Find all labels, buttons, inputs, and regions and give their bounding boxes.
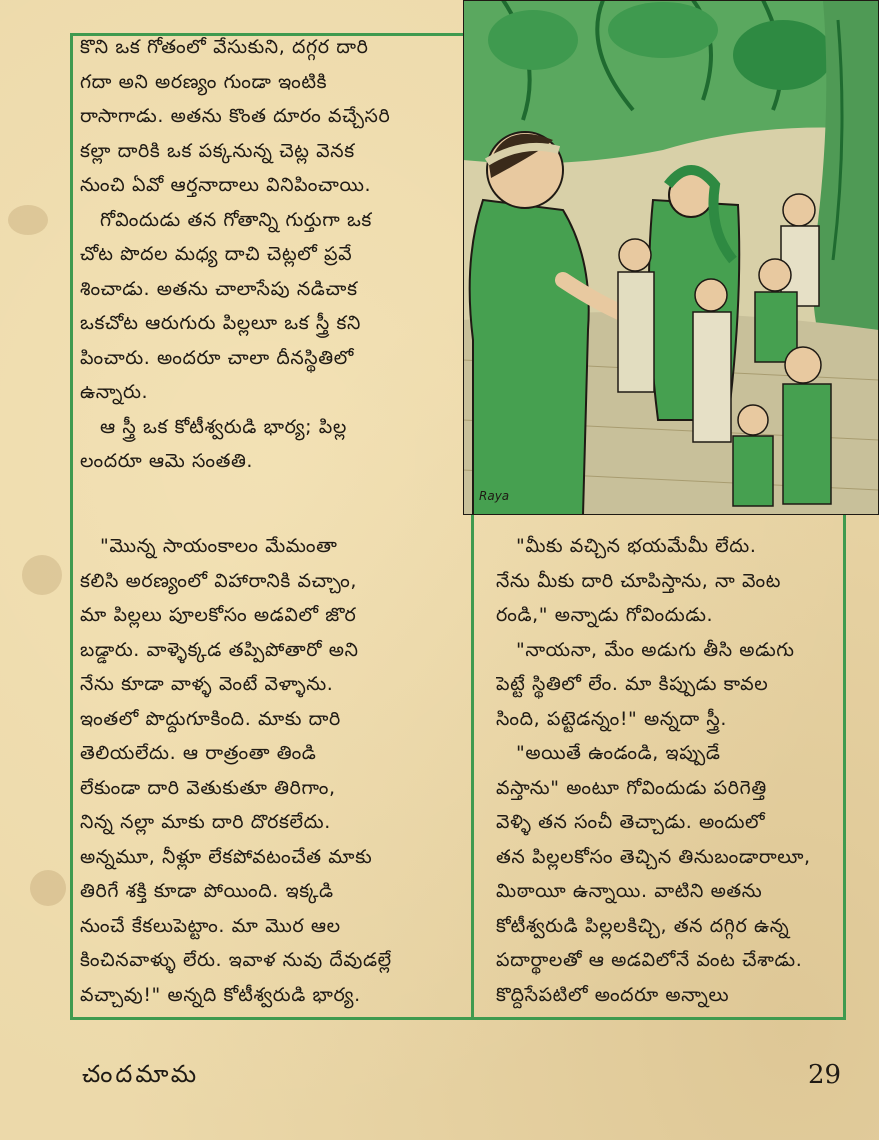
text-line: శించాడు. అతను చాలాసేపు నడిచాక <box>80 277 358 300</box>
frame-left-line <box>70 33 73 1020</box>
text-line: చోట పొదల మధ్య దాచి చెట్లలో ప్రవే <box>80 243 353 265</box>
text-line: వెళ్ళి తన సంచీ తెచ్చాడు. అందులో <box>496 811 766 833</box>
text-line: సింది, పట్టెడన్నం!" అన్నదా స్త్రీ. <box>496 707 727 730</box>
text-line: వచ్చావు!" అన్నది కోటీశ్వరుడి భార్య. <box>80 983 361 1006</box>
frame-bottom-line <box>70 1017 845 1020</box>
text-line: కొని ఒక గోతంలో వేసుకుని, దగ్గర దారి <box>80 36 369 58</box>
text-line: నిన్న నల్లా మాకు దారి దొరకలేదు. <box>80 811 331 833</box>
illustration-drawing <box>463 0 879 515</box>
text-line: కోటీశ్వరుడి పిల్లలకిచ్చి, తన దగ్గిర ఉన్న <box>496 914 790 937</box>
text-line: కల్లా దారికి ఒక పక్కనున్న చెట్ల వెనక <box>80 139 355 162</box>
text-line: ఇంతలో పొద్దుగూకింది. మాకు దారి <box>80 707 341 730</box>
text-line: నేను మీకు దారి చూపిస్తాను, నా వెంట <box>496 569 782 592</box>
text-line: "మీకు వచ్చిన భయమేమీ లేదు. <box>516 535 757 557</box>
text-line: తన పిల్లలకోసం తెచ్చిన తినుబండారాలూ, <box>496 845 811 868</box>
text-line: బడ్డారు. వాళ్ళెక్కడ తప్పిపోతారో అని <box>80 638 359 661</box>
text-line: నుంచి ఏవో ఆర్తనాదాలు వినిపించాయి. <box>80 174 372 196</box>
text-line: అన్నమూ, నీళ్లూ లేకపోవటంచేత మాకు <box>80 845 373 868</box>
text-line: నుంచే కేకలుపెట్టాం. మా మొర ఆల <box>80 914 341 937</box>
text-line: "మొన్న సాయంకాలం మేమంతా <box>100 535 338 557</box>
illustration-signature: Raya <box>479 489 510 503</box>
left-column-bottom-text <box>80 529 456 1012</box>
paper-stain <box>22 555 62 595</box>
text-line: గదా అని అరణ్యం గుండా ఇంటికి <box>80 70 328 93</box>
story-illustration <box>463 0 879 515</box>
text-line: పెట్టే స్థితిలో లేం. మా కిప్పుడు కావల <box>496 673 769 695</box>
text-line: తిరిగే శక్తి కూడా పోయింది. ఇక్కడి <box>80 880 334 902</box>
text-line: కొద్దిసేపటిలో అందరూ అన్నాలు <box>496 983 730 1006</box>
frame-right-line <box>843 515 846 1020</box>
text-line: "నాయనా, మేం అడుగు తీసి అడుగు <box>516 638 795 661</box>
text-line: ఒకచోట ఆరుగురు పిల్లలూ ఒక స్త్రీ కని <box>80 312 361 334</box>
text-line: తెలియలేదు. ఆ రాత్రంతా తిండి <box>80 742 317 764</box>
text-line: కించినవాళ్ళు లేరు. ఇవాళ నువు దేవుడల్లే <box>80 949 392 971</box>
text-line: కలిసి అరణ్యంలో విహారానికి వచ్చాం, <box>80 569 358 592</box>
page-number: 29 <box>808 1060 842 1090</box>
column-divider <box>471 515 474 1017</box>
right-column-text <box>496 529 842 1012</box>
text-line: లందరూ ఆమె సంతతి. <box>80 450 254 472</box>
text-line: "అయితే ఉండండి, ఇప్పుడే <box>516 742 721 764</box>
text-line: మిఠాయీ ఉన్నాయి. వాటిని అతను <box>496 880 763 902</box>
text-line: లేకుండా దారి వెతుకుతూ తిరిగాం, <box>80 776 336 799</box>
text-line: మా పిల్లలు పూలకోసం అడవిలో జొర <box>80 604 357 626</box>
text-line: పించారు. అందరూ చాలా దీనస్థితిలో <box>80 346 354 369</box>
text-line: నేను కూడా వాళ్ళ వెంటే వెళ్ళాను. <box>80 673 334 695</box>
text-line: ఉన్నారు. <box>80 381 149 403</box>
paper-stain <box>8 205 48 235</box>
left-column-top-text <box>80 30 456 479</box>
text-line: ఆ స్త్రీ ఒక కోటీశ్వరుడి భార్య; పిల్ల <box>100 415 347 438</box>
text-line: గోవిందుడు తన గోతాన్ని గుర్తుగా ఒక <box>100 208 372 231</box>
paper-stain <box>30 870 66 906</box>
magazine-name: చందమామ <box>82 1060 200 1088</box>
text-line: రండి," అన్నాడు గోవిందుడు. <box>496 604 714 626</box>
text-line: పదార్థాలతో ఆ అడవిలోనే వంట చేశాడు. <box>496 949 803 971</box>
text-line: వస్తాను" అంటూ గోవిందుడు పరిగెత్తి <box>496 776 767 799</box>
text-line: రాసాగాడు. అతను కొంత దూరం వచ్చేసరి <box>80 105 391 127</box>
